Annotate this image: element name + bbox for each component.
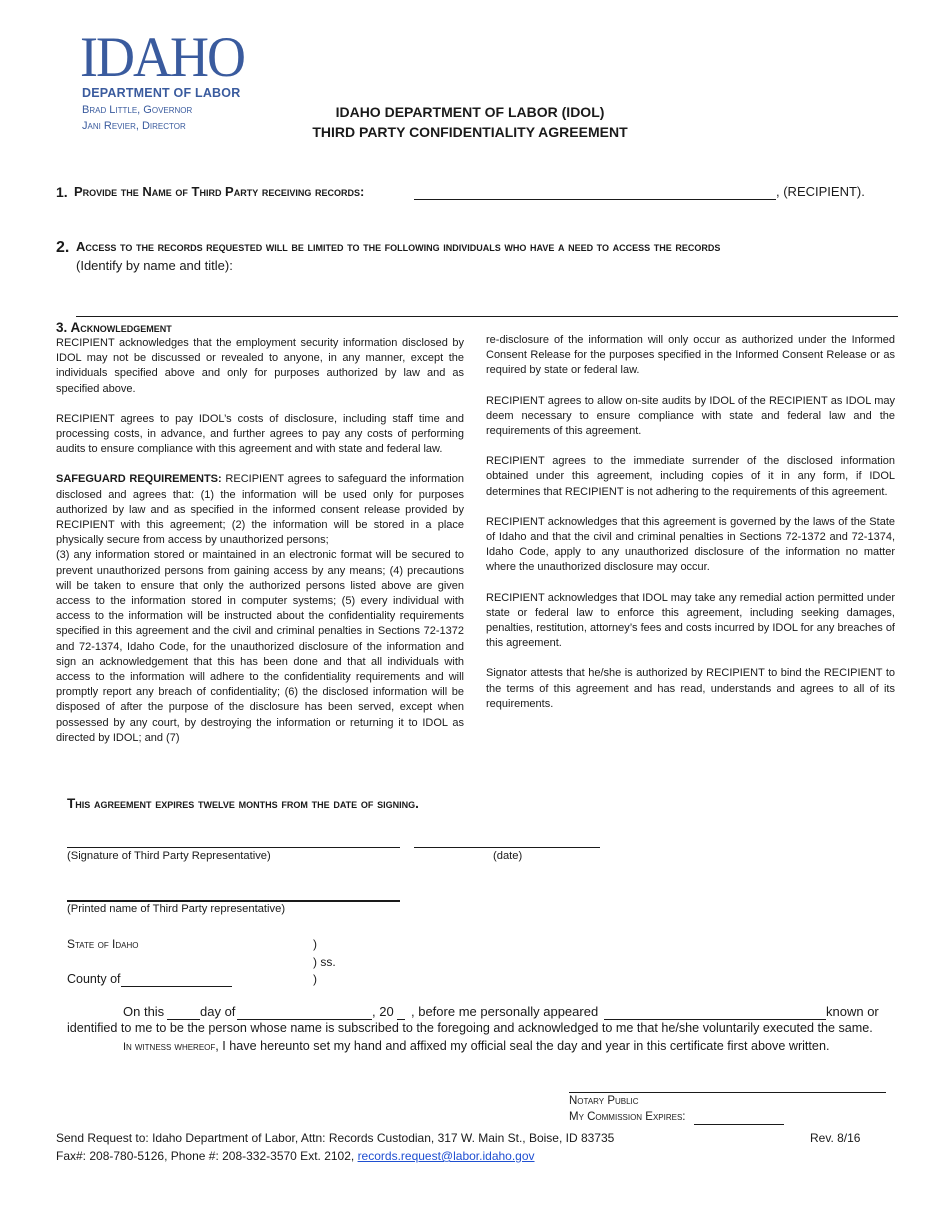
logo-director: Jani Revier, Director — [82, 120, 186, 132]
expiry-notice: This agreement expires twelve months from the date of signing. — [67, 796, 419, 811]
month-field[interactable] — [237, 1019, 372, 1020]
county-field[interactable] — [121, 986, 232, 987]
recipient-suffix: , (RECIPIENT). — [776, 184, 865, 199]
day-field[interactable] — [167, 1019, 200, 1020]
witness-label: In witness whereof — [123, 1041, 216, 1053]
witness-text: , I have hereunto set my hand and affixed my official seal the day and year in this certificate first above written. — [215, 1039, 830, 1053]
printed-name-field[interactable] — [67, 900, 400, 902]
acknowledgement-left-column — [56, 336, 464, 761]
paren-3: ) — [313, 972, 317, 986]
notary-statement: identified to me to be the person whose name is subscribed to the foregoing and acknowledged to me that he/she voluntarily executed the same. — [67, 1021, 873, 1035]
ack-paragraph: RECIPIENT agrees to allow on-site audits by IDOL of the RECIPIENT as IDOL may deem necessary to ensure compliance with state and federal law and the requirements of this agreement. — [486, 394, 895, 438]
ack-paragraph: RECIPIENT agrees to pay IDOL’s costs of disclosure, including staff time and processing costs, in advance, and further agrees to pay any costs of performing audits to ensure compliance with this agreement and with state and federal law. — [56, 412, 464, 456]
appeared-label: , before me personally appeared — [411, 1004, 599, 1019]
page-title: IDAHO DEPARTMENT OF LABOR (IDOL) — [335, 104, 605, 120]
acknowledgement-right-column — [486, 333, 895, 727]
logo-governor: Brad Little, Governor — [82, 104, 193, 116]
commission-expires-field[interactable] — [694, 1124, 784, 1125]
email-link[interactable]: records.request@labor.idaho.gov — [357, 1149, 535, 1163]
date-label: (date) — [493, 850, 523, 862]
send-request-address: Send Request to: Idaho Department of Labor, Attn: Records Custodian, 317 W. Main St., Boise, ID 83735 — [56, 1131, 615, 1145]
appeared-name-field[interactable] — [604, 1019, 826, 1020]
safeguard-text: RECIPIENT agrees to safeguard the information disclosed and agrees that: (1) the information will be used only for purposes authorized by law and as specified in the informed consent release provided by RECIPIENT with this agreement; (2) the information will be stored in a place physically secure from access by unauthorized persons; — [56, 473, 464, 547]
fax-phone: Fax#: 208-780-5126, Phone #: 208-332-3570 Ext. 2102, — [56, 1149, 355, 1163]
state-label: State of Idaho — [67, 937, 139, 951]
signature-label: (Signature of Third Party Representative) — [67, 850, 271, 862]
commission-label: My Commission Expires: — [569, 1111, 686, 1123]
ss-label: ) ss. — [313, 955, 336, 969]
section-2-note: (Identify by name and title): — [76, 258, 233, 273]
known-or-label: known or — [826, 1004, 879, 1019]
ack-paragraph: RECIPIENT acknowledges that this agreement is governed by the laws of the State of Idaho and that the civil and criminal penalties in Sections 72-1372 and 72-1374, Idaho Code, apply to any unauthorized disclosure of the information no matter where the unauthorized disclosure may occur. — [486, 515, 895, 574]
section-1-number: 1. — [56, 184, 68, 200]
printed-name-label: (Printed name of Third Party representative) — [67, 903, 286, 915]
safeguard-label: SAFEGUARD REQUIREMENTS: — [56, 473, 222, 486]
section-2-number: 2. — [56, 239, 70, 256]
witness-statement — [123, 1039, 829, 1053]
authorized-individuals-field[interactable] — [76, 316, 898, 317]
ack-paragraph: RECIPIENT acknowledges that IDOL may take any remedial action permitted under state or federal law to enforce this agreement, including seeking damages, penalties, restitution, attorney’s fees and costs incurred by IDOL for any breaches of this agreement. — [486, 591, 895, 650]
safeguard-paragraph — [56, 472, 464, 548]
on-this-label: On this — [123, 1004, 165, 1019]
paren-1: ) — [313, 937, 317, 951]
recipient-name-field[interactable] — [414, 199, 776, 200]
logo-department: DEPARTMENT OF LABOR — [82, 86, 241, 100]
ack-paragraph: re-disclosure of the information will only occur as authorized under the Informed Consent Release for the purposes specified in the Informed Consent Release or as required by state or federal law. — [486, 334, 895, 377]
day-of-label: day of — [200, 1004, 236, 1019]
ack-paragraph: RECIPIENT agrees to the immediate surrender of the disclosed information obtained under this agreement, including copies of it in any form, if IDOL determines that RECIPIENT is not adhering to the requirements of this agreement. — [486, 455, 895, 498]
acknowledgement-heading: 3. Acknowledgement — [56, 320, 172, 335]
idaho-logo: IDAHO — [80, 25, 244, 89]
year-field[interactable] — [397, 1019, 405, 1020]
date-field[interactable] — [414, 847, 600, 848]
county-label: County of — [67, 972, 121, 986]
contact-info — [56, 1149, 535, 1163]
revision-label: Rev. 8/16 — [810, 1131, 861, 1145]
notary-public-label: Notary Public — [569, 1095, 639, 1107]
signature-field[interactable] — [67, 847, 400, 848]
ack-paragraph: RECIPIENT acknowledges that the employment security information disclosed by IDOL may not be discussed or revealed to anyone, in any manner, except the individuals specified above and only for purposes authorized by law and as specified above. — [56, 337, 464, 395]
section-2-label: Access to the records requested will be limited to the following individuals who have a need to access the records — [76, 239, 721, 254]
notary-signature-field[interactable] — [569, 1092, 886, 1093]
ack-paragraph: Signator attests that he/she is authorized by RECIPIENT to bind the RECIPIENT to the terms of this agreement and has read, understands and agrees to all of its requirements. — [486, 667, 895, 710]
page-subtitle: THIRD PARTY CONFIDENTIALITY AGREEMENT — [312, 124, 628, 140]
year-label: , 20 — [372, 1004, 394, 1019]
safeguard-paragraph-cont: (3) any information stored or maintained in an electronic format will be secured to prevent unauthorized persons from gaining access by any means; (4) precautions will be taken to ensure that only the authorized persons listed above are given access to the information stored in computer systems; (5) every individual with access to the information will be instructed about the confidentiality requirements specified in this agreement and the civil and criminal penalties in Sections 72-1372 and 72-1374, Idaho Code, for the unauthorized disclosure of the information and sign an acknowledgement that this has been done and that all individuals with access to the information will adhere to the confidentiality requirements and will promptly report any breach of confidentiality; (6) the disclosed information will be disposed of after the purpose of the disclosure has been served, except when possessed by any court, by destroying the information or returning it to IDOL as directed by IDOL; and (7) — [56, 549, 464, 744]
section-1-label: Provide the Name of Third Party receiving records: — [74, 184, 365, 199]
